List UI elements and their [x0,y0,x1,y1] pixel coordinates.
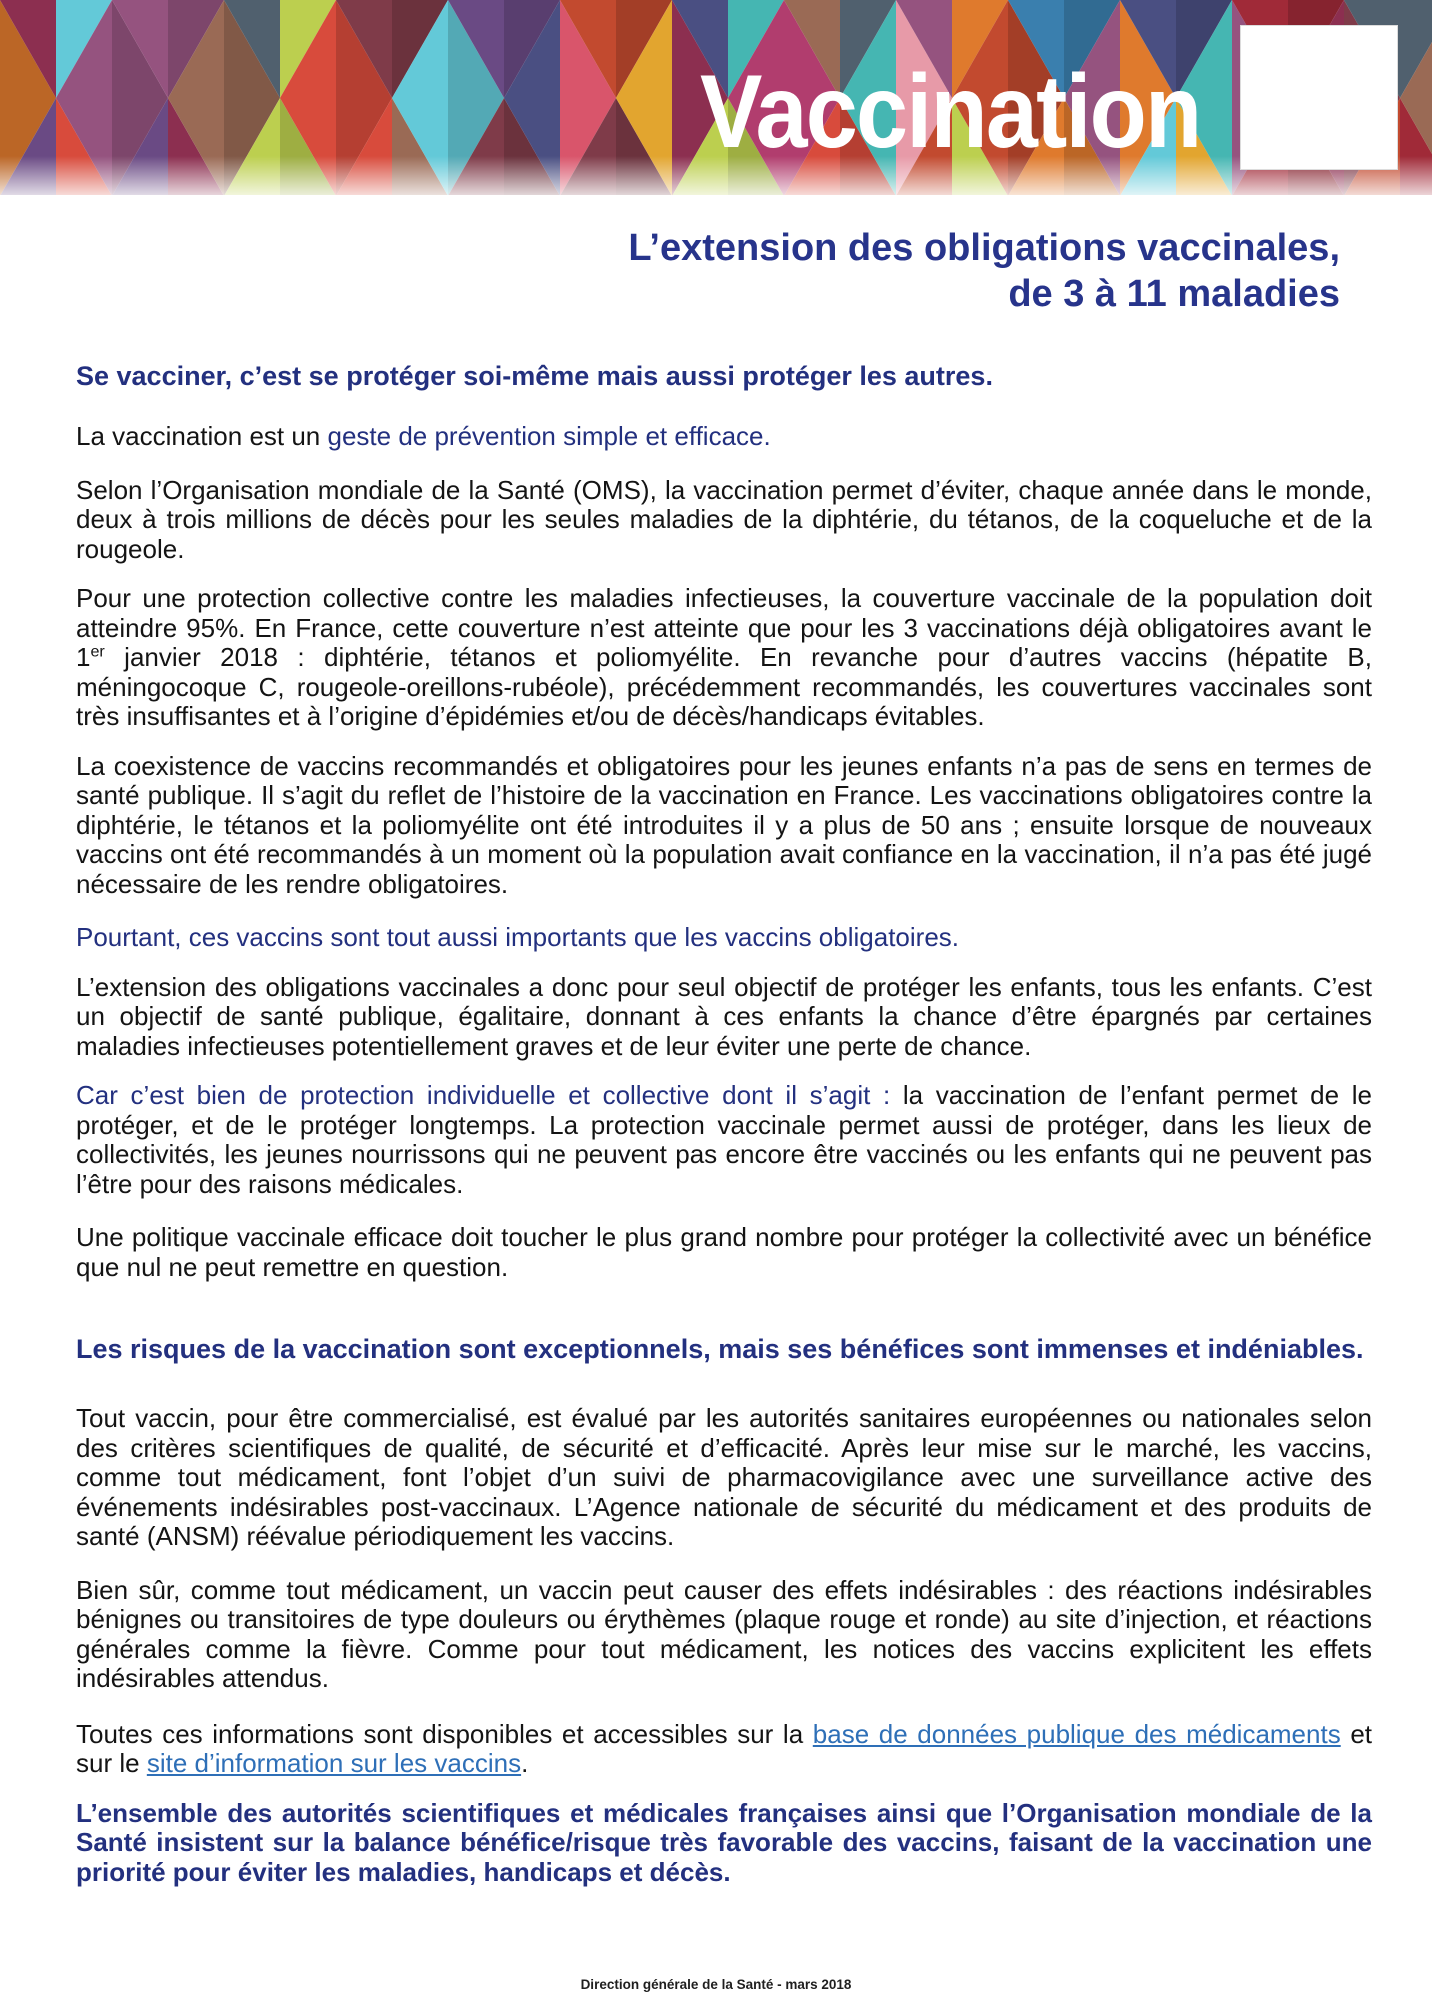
banner-title: Vaccination [700,54,1201,170]
heading-se-vacciner: Se vacciner, c’est se protéger soi-même mais aussi protéger les autres. [76,361,993,391]
paragraph-oms: Selon l’Organisation mondiale de la Santé (OMS), la vaccination permet d’éviter, chaque année dans le monde, deux à trois millions de décès pour les seules maladies de la diphtérie, du tétanos, de la coqueluche et de la rougeole. [76,474,1372,564]
paragraph-extension: L’extension des obligations vaccinales a donc pour seul objectif de protéger les enfants, tous les enfants. C’est un objectif de santé publique, égalitaire, donnant à ces enfants la chance d’être épargnés par certaines maladies infectieuses potentiellement graves et de leur éviter une perte de chance. [76,971,1372,1061]
paragraph-pourtant: Pourtant, ces vaccins sont tout aussi importants que les vaccins obligatoires. [76,922,959,952]
link-base-donnees-medicaments[interactable]: base de données publique des médicaments [812,1718,1341,1749]
document-title-line2: de 3 à 11 maladies [1008,273,1340,315]
paragraph-coexistence: La coexistence de vaccins recommandés et obligatoires pour les jeunes enfants n’a pas de sens en termes de santé publique. Il s’agit du reflet de l’histoire de la vaccination en France. Les vaccinations obligatoires contre la diphtérie, le tétanos et la poliomyélite ont été introduites il y a plus de 50 ans ; ensuite lorsque de nouveaux vaccins ont été recommandés à un moment où la population avait confiance en la vaccination, il n’a pas été jugé nécessaire de les rendre obligatoires. [76,750,1372,899]
document-title [76,225,1340,317]
paragraph-informations: Toutes ces informations sont disponibles et accessibles sur la base de données publique des médicaments et sur le site d’information sur les vaccins. [76,1718,1373,1778]
heading-risques: Les risques de la vaccination sont exceptionnels, mais ses bénéfices sont immenses et indéniables. [76,1334,1364,1364]
french-flag-marianne-icon [1241,36,1432,195]
paragraph-tout-vaccin: Tout vaccin, pour être commercialisé, est évalué par les autorités sanitaires européennes ou nationales selon des critères scientifiques de qualité, de sécurité et d’efficacité. Après leur mise sur le marché, les vaccins, comme tout médicament, font l’objet d’un suivi de pharmacovigilance avec une surveillance active des événements indésirables post-vaccinaux. L’Agence nationale de sécurité du médicament et des produits de santé (ANSM) réévalue périodiquement les vaccins. [76,1403,1372,1551]
footer-credit: Direction générale de la Santé - mars 2018 [580,1977,852,1992]
paragraph-couverture: Pour une protection collective contre les maladies infectieuses, la couverture vaccinale de la population doit atteindre 95%. En France, cette couverture n’est atteinte que pour les 3 vaccinations déjà obligatoires avant le 1er janvier 2018 : diphtérie, tétanos et poliomyélite. En revanche pour d’autres vaccins (hépatite B, méningocoque C, rougeole-oreillons-rubéole), précédemment recommandés, les couvertures vaccinales sont très insuffisantes et à l’origine d’épidémies et/ou de décès/handicaps évitables. [76,583,1372,731]
ministry-logo [1240,25,1398,170]
paragraph-geste: La vaccination est un geste de prévention simple et efficace. [76,421,771,451]
paragraph-bien-sur: Bien sûr, comme tout médicament, un vaccin peut causer des effets indésirables : des réactions indésirables bénignes ou transitoires de type douleurs ou érythèmes (plaque rouge et ronde) au site d’injection, et réactions générales comme la fièvre. Comme pour tout médicament, les notices des vaccins explicitent les effets indésirables attendus. [76,1574,1372,1693]
paragraph-ensemble: L’ensemble des autorités scientifiques et médicales françaises ainsi que l’Organisation mondiale de la Santé insistent sur la balance bénéfice/risque très favorable des vaccins, faisant de la vaccination une priorité pour éviter les maladies, handicaps et décès. [76,1797,1372,1887]
paragraph-politique: Une politique vaccinale efficace doit toucher le plus grand nombre pour protéger la collectivité avec un bénéfice que nul ne peut remettre en question. [76,1222,1372,1282]
document-title-line1: L’extension des obligations vaccinales, [628,227,1340,269]
link-site-information-vaccins[interactable]: site d’information sur les vaccins [146,1748,522,1778]
document-body [0,225,1432,1887]
superscript-er: er [90,642,105,661]
paragraph-car: Car c’est bien de protection individuelle et collective dont il s’agit : la vaccination de l’enfant permet de le protéger, et de le protéger longtemps. La protection vaccinale permet aussi de protéger, dans les lieux de collectivités, les jeunes nourrissons qui ne peuvent pas encore être vaccinés ou les enfants qui ne peuvent pas l’être pour des raisons médicales. [76,1080,1372,1199]
banner [0,0,1432,195]
